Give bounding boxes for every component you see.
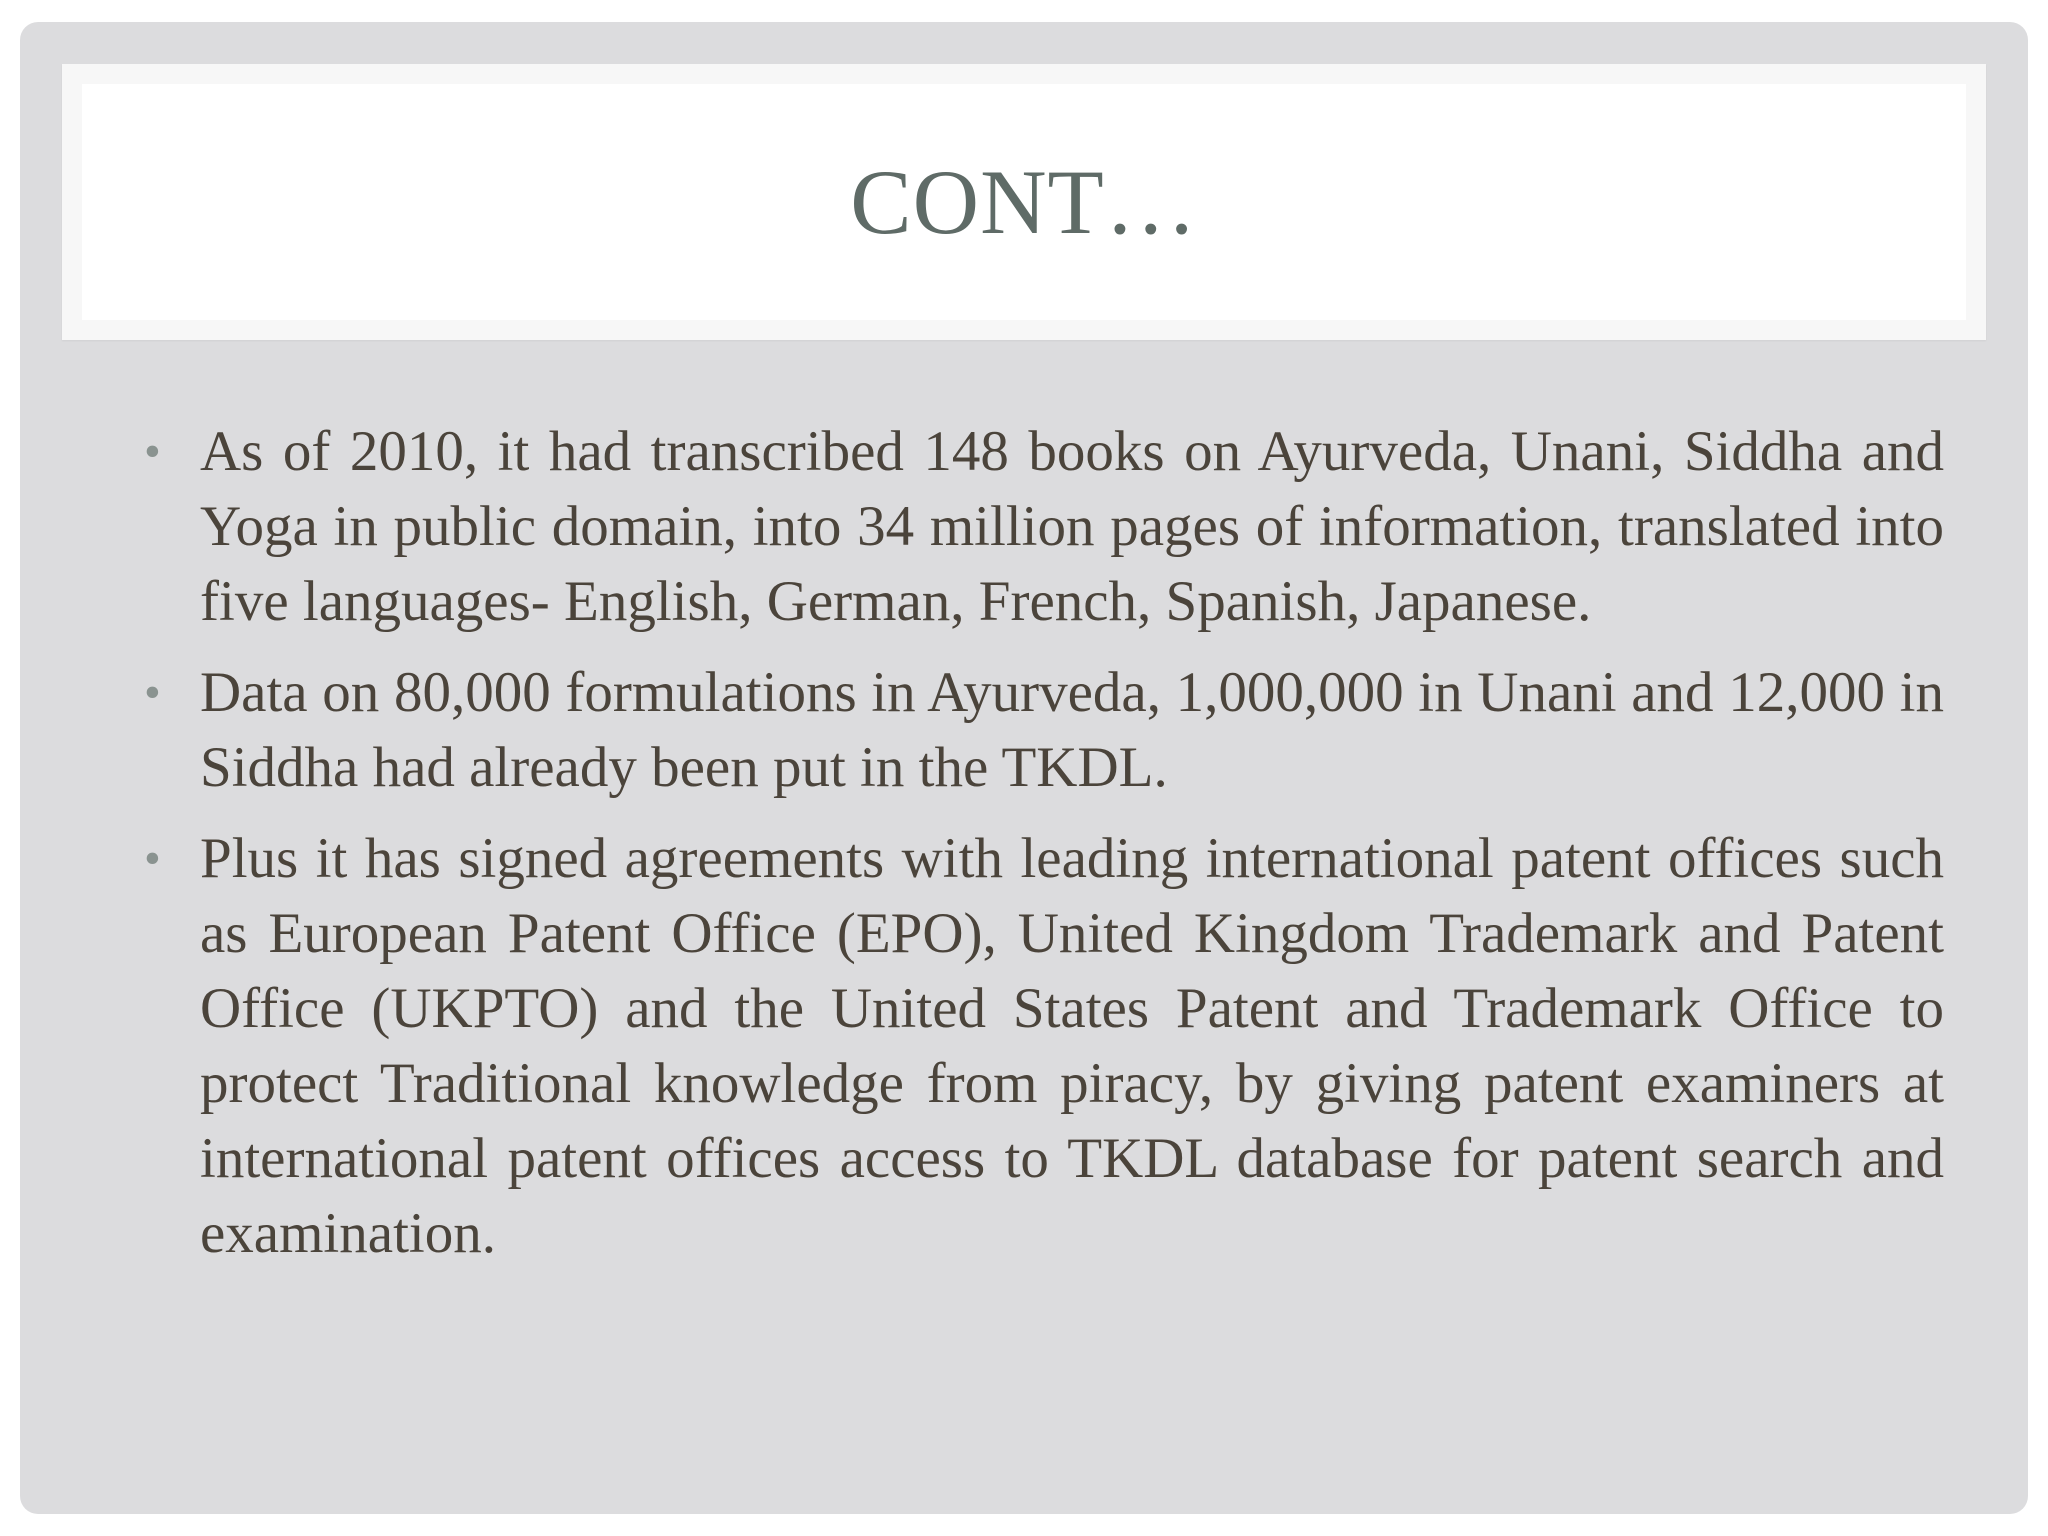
bullet-item [144,655,1944,805]
bullet-item [144,821,1944,1271]
bullet-text: As of 2010, it had transcribed 148 books on Ayurveda, Unani, Siddha and Yoga in public domain, into 34 million pages of information, translated into five languages- English, German, French, Spanish, Japanese. [200,420,1944,633]
slide-title: CONT… [850,151,1198,253]
bullet-dot-icon: • [144,425,161,478]
title-frame [62,64,1986,340]
title-box [82,84,1966,320]
bullet-list [144,414,1944,1287]
bullet-text: Data on 80,000 formulations in Ayurveda, 1,000,000 in Unani and 12,000 in Siddha had already been put in the TKDL. [200,661,1944,799]
bullet-text: Plus it has signed agreements with leading international patent offices such as European Patent Office (EPO), United Kingdom Trademark and Patent Office (UKPTO) and the United States Patent and Trademark Office to protect Traditional knowledge from piracy, by giving patent examiners at international patent offices access to TKDL database for patent search and examination. [200,827,1944,1265]
slide [20,22,2028,1514]
bullet-item [144,414,1944,639]
bullet-dot-icon: • [144,666,161,719]
bullet-dot-icon: • [144,832,161,885]
